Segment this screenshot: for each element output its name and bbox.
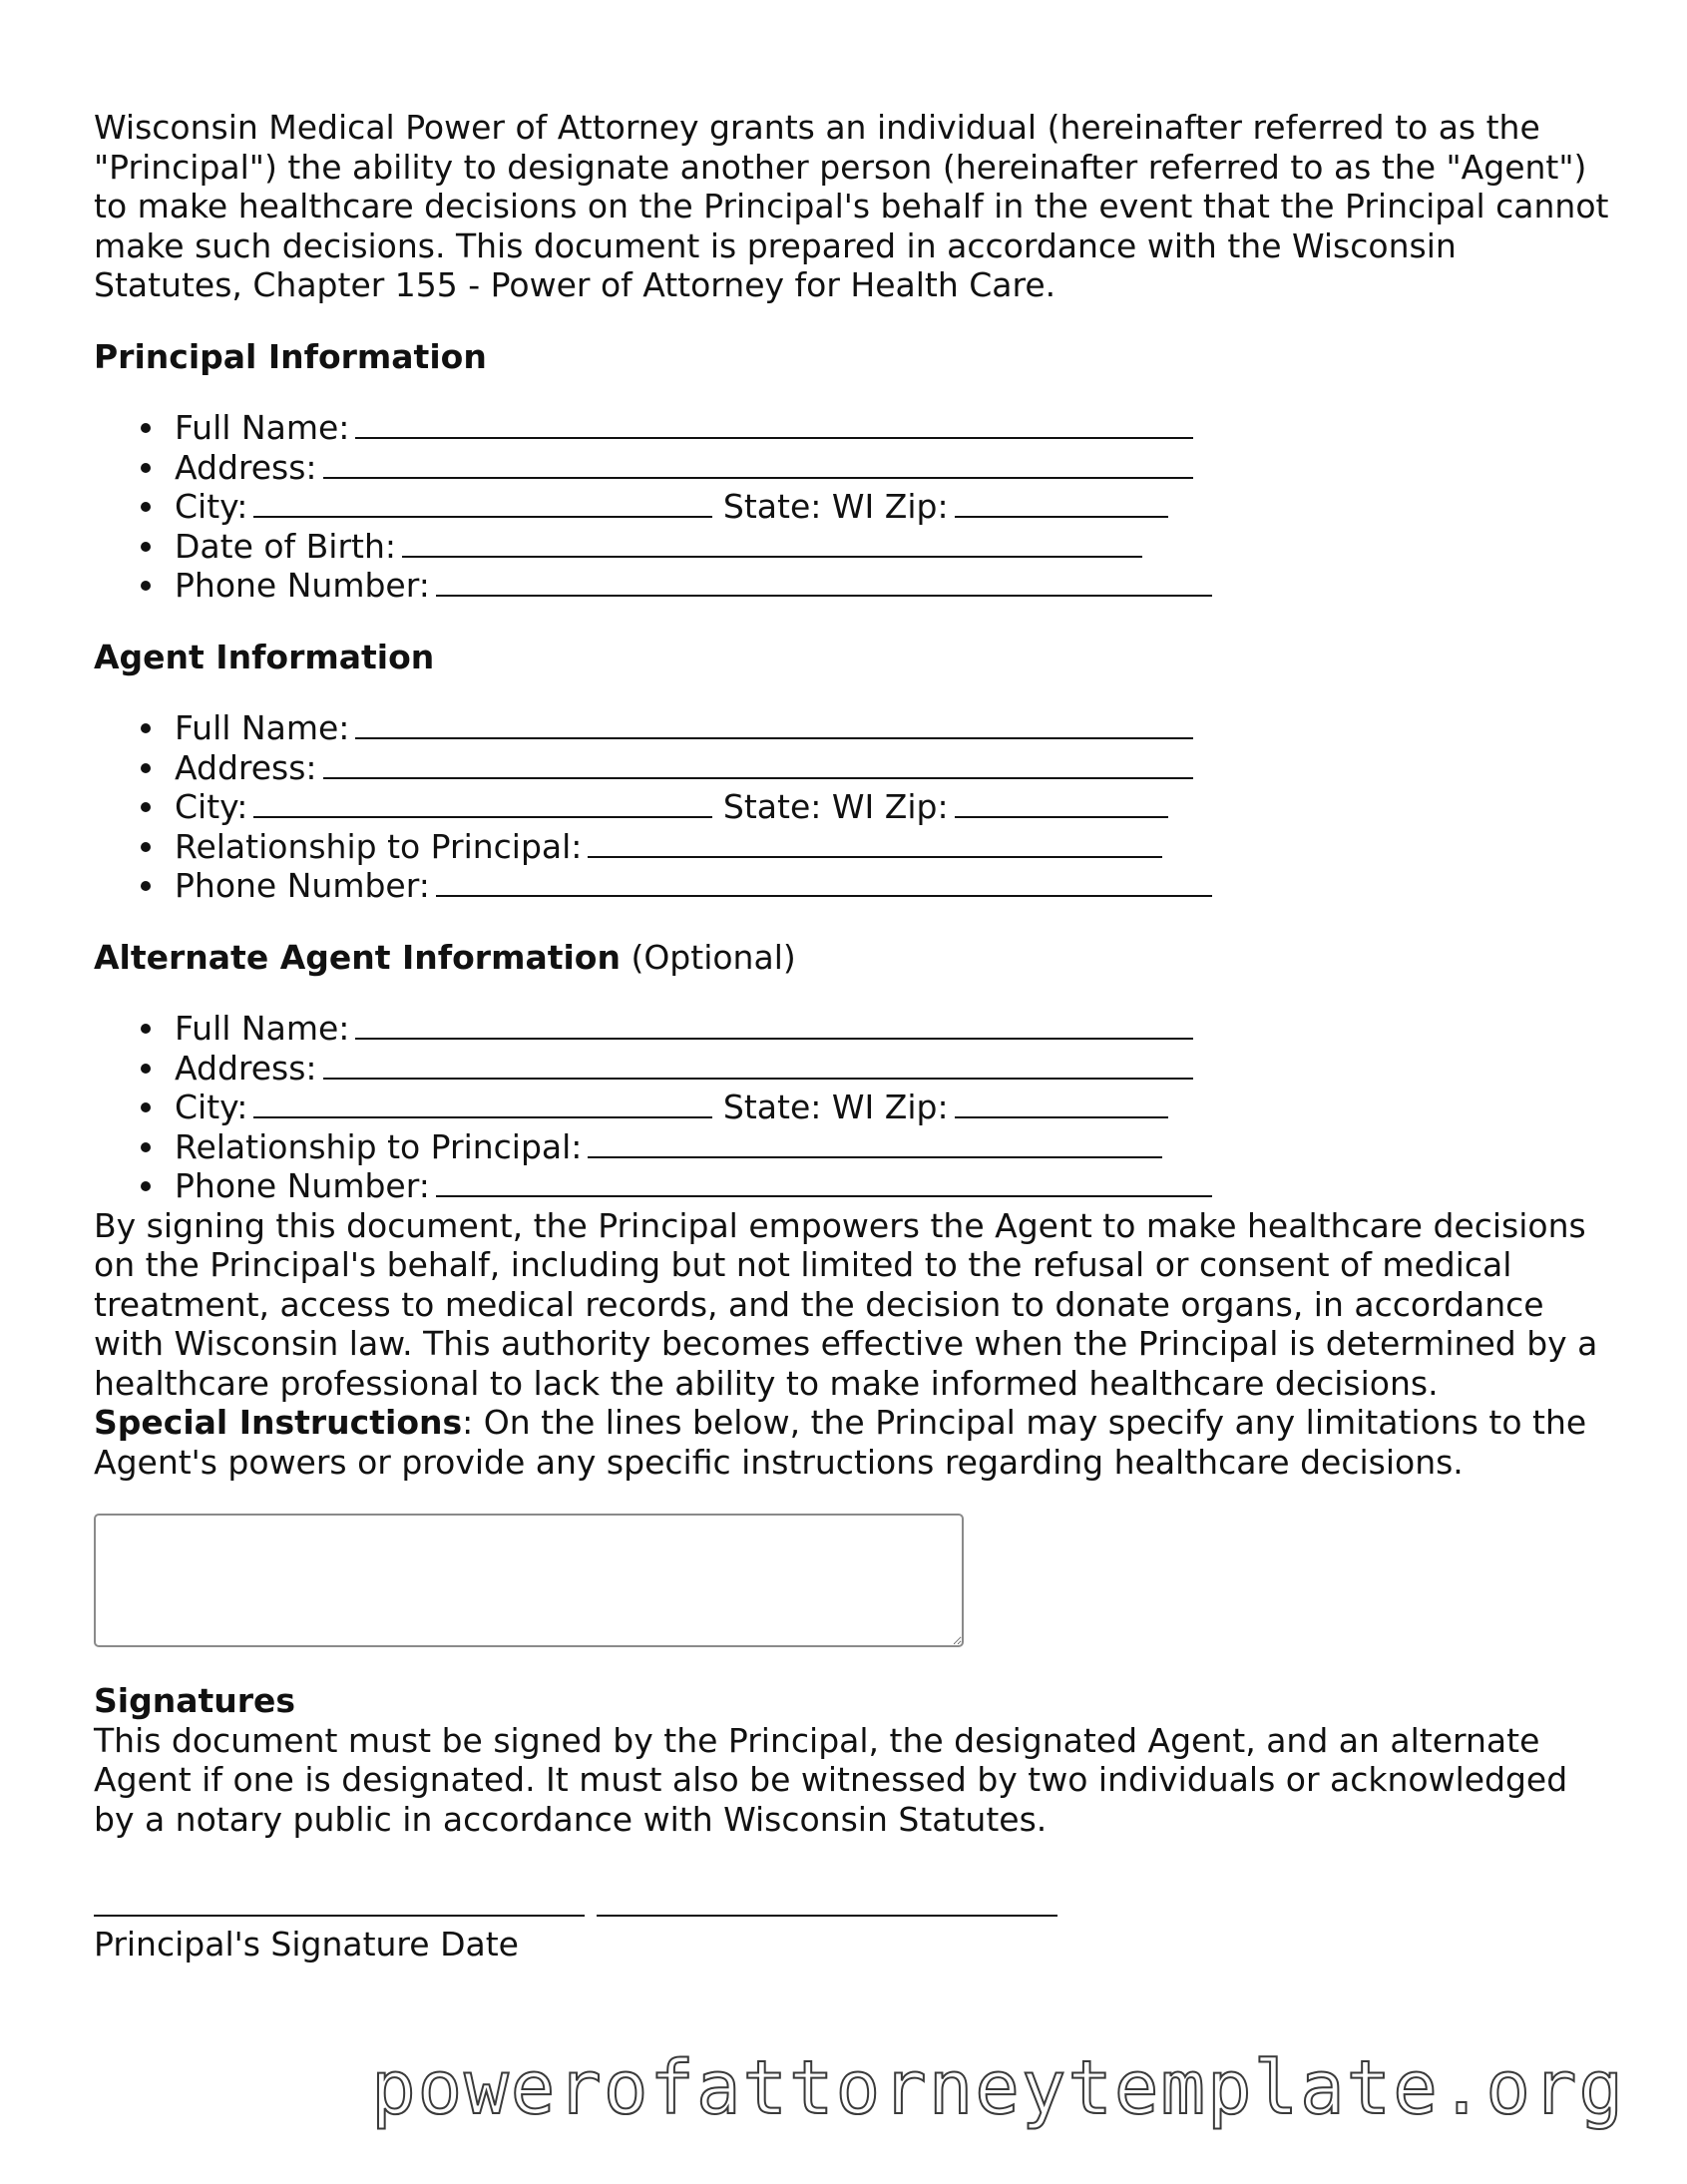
document-body bbox=[94, 108, 1610, 1965]
agent-zip-field[interactable] bbox=[955, 790, 1168, 818]
alternate-phone-label: Phone Number: bbox=[175, 1166, 430, 1205]
agent-name-field[interactable] bbox=[355, 711, 1193, 739]
bullet-icon bbox=[141, 542, 151, 552]
special-instructions-label: Special Instructions bbox=[94, 1403, 463, 1442]
principal-phone-field[interactable] bbox=[436, 569, 1212, 597]
alternate-optional-note: (Optional) bbox=[620, 937, 796, 977]
list-item bbox=[175, 448, 1610, 488]
list-item bbox=[175, 708, 1610, 748]
principal-address-field[interactable] bbox=[323, 451, 1193, 479]
principal-name-label: Full Name: bbox=[175, 408, 350, 447]
list-item bbox=[175, 748, 1610, 788]
alternate-address-label: Address: bbox=[175, 1048, 317, 1088]
principal-zip-field[interactable] bbox=[955, 490, 1168, 518]
principal-dob-label: Date of Birth: bbox=[175, 526, 397, 566]
alternate-phone-field[interactable] bbox=[436, 1169, 1212, 1197]
bullet-icon bbox=[141, 581, 151, 591]
special-instructions-textarea[interactable] bbox=[94, 1514, 964, 1647]
list-item bbox=[175, 1166, 1610, 1206]
agent-relationship-field[interactable] bbox=[588, 830, 1162, 858]
principal-fields bbox=[94, 408, 1610, 606]
alternate-fields bbox=[94, 1009, 1610, 1206]
principal-name-field[interactable] bbox=[355, 411, 1193, 439]
list-item bbox=[175, 1088, 1610, 1127]
alternate-name-field[interactable] bbox=[355, 1012, 1193, 1040]
alternate-city-label: City: bbox=[175, 1088, 248, 1126]
bullet-icon bbox=[141, 1181, 151, 1191]
agent-address-label: Address: bbox=[175, 747, 317, 787]
alternate-zip-field[interactable] bbox=[955, 1091, 1168, 1118]
agent-name-label: Full Name: bbox=[175, 708, 350, 747]
list-item bbox=[175, 1127, 1610, 1167]
agent-phone-label: Phone Number: bbox=[175, 866, 430, 905]
alternate-relationship-label: Relationship to Principal: bbox=[175, 1126, 583, 1166]
bullet-icon bbox=[141, 423, 151, 433]
agent-heading: Agent Information bbox=[94, 637, 435, 676]
list-item bbox=[175, 1009, 1610, 1049]
list-item bbox=[175, 527, 1610, 567]
agent-state-zip-label: State: WI Zip: bbox=[722, 787, 949, 826]
principal-phone-label: Phone Number: bbox=[175, 566, 430, 605]
agent-fields bbox=[94, 708, 1610, 906]
alternate-city-field[interactable] bbox=[253, 1091, 712, 1118]
special-instructions-text: : On the lines below, the Principal may specify any limitations to the Agent's powers or provide any specific instructions regarding healthcare decisions. bbox=[94, 1403, 1587, 1482]
alternate-relationship-field[interactable] bbox=[588, 1130, 1162, 1158]
principal-city-label: City: bbox=[175, 487, 248, 526]
signature-date-line[interactable] bbox=[597, 1915, 1057, 1917]
bullet-icon bbox=[141, 1064, 151, 1074]
bullet-icon bbox=[141, 881, 151, 891]
alternate-heading-title: Alternate Agent Information bbox=[94, 937, 621, 977]
alternate-address-field[interactable] bbox=[323, 1052, 1193, 1080]
agent-relationship-label: Relationship to Principal: bbox=[175, 826, 583, 866]
signatures-heading: Signatures bbox=[94, 1681, 296, 1720]
principal-dob-field[interactable] bbox=[402, 530, 1142, 558]
principal-address-label: Address: bbox=[175, 447, 317, 487]
list-item bbox=[175, 787, 1610, 827]
principal-heading: Principal Information bbox=[94, 336, 487, 376]
principal-city-field[interactable] bbox=[253, 490, 712, 518]
principal-signature-line[interactable] bbox=[94, 1915, 585, 1917]
bullet-icon bbox=[141, 802, 151, 812]
bullet-icon bbox=[141, 1142, 151, 1152]
authority-paragraph: By signing this document, the Principal empowers the Agent to make healthcare decisions on the Principal's behalf, including but not limited to the refusal or consent of medical treatment, access to medical records, and the decision to donate organs, in accordance with Wisconsin law. This authority becomes effective when the Principal is determined by a healthcare professional to lack the ability to make informed healthcare decisions. bbox=[94, 1205, 1598, 1403]
bullet-icon bbox=[141, 723, 151, 733]
list-item bbox=[175, 566, 1610, 606]
signatures-paragraph: This document must be signed by the Principal, the designated Agent, and an alternate Agent if one is designated. It must also be witnessed by two individuals or acknowledged by a notary public in accordance with Wisconsin Statutes. bbox=[94, 1720, 1568, 1839]
alternate-name-label: Full Name: bbox=[175, 1009, 350, 1048]
agent-address-field[interactable] bbox=[323, 751, 1193, 779]
principal-state-zip-label: State: WI Zip: bbox=[722, 487, 949, 526]
agent-city-field[interactable] bbox=[253, 790, 712, 818]
bullet-icon bbox=[141, 463, 151, 473]
signature-label: Principal's Signature Date bbox=[94, 1925, 519, 1964]
agent-phone-field[interactable] bbox=[436, 869, 1212, 897]
alternate-state-zip-label: State: WI Zip: bbox=[722, 1088, 949, 1126]
list-item bbox=[175, 1049, 1610, 1089]
list-item bbox=[175, 827, 1610, 867]
agent-city-label: City: bbox=[175, 787, 248, 826]
bullet-icon bbox=[141, 1024, 151, 1034]
special-instructions-paragraph bbox=[94, 1403, 1610, 1482]
bullet-icon bbox=[141, 763, 151, 773]
list-item bbox=[175, 866, 1610, 906]
bullet-icon bbox=[141, 502, 151, 512]
list-item bbox=[175, 487, 1610, 527]
intro-paragraph: Wisconsin Medical Power of Attorney grants an individual (hereinafter referred to as the "Principal") the ability to designate another person (hereinafter referred to as the "Agent") to make healthcare decisions on the Principal's behalf in the event that the Principal cannot make such decisions. This document is prepared in accordance with the Wisconsin Statutes, Chapter 155 - Power of Attorney for Health Care. bbox=[94, 108, 1609, 304]
alternate-heading bbox=[94, 938, 1610, 978]
bullet-icon bbox=[141, 1102, 151, 1112]
signature-lines bbox=[94, 1889, 1610, 1925]
list-item bbox=[175, 408, 1610, 448]
watermark-logo: powerofattorneytemplate.org bbox=[371, 2045, 1625, 2131]
bullet-icon bbox=[141, 842, 151, 852]
